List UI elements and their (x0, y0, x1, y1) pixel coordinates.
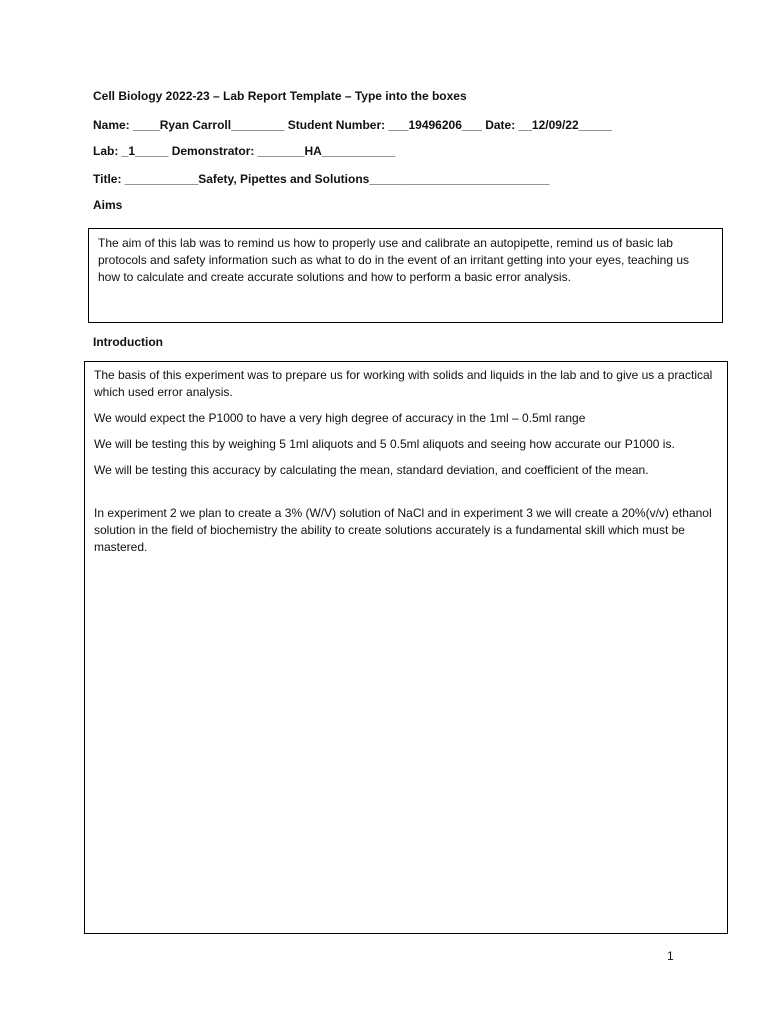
lab-demonstrator-line: Lab: _1_____ Demonstrator: _______HA___________ (93, 144, 396, 158)
intro-paragraph: We would expect the P1000 to have a very high degree of accuracy in the 1ml – 0.5ml range (94, 411, 586, 425)
document-title: Cell Biology 2022-23 – Lab Report Template – Type into the boxes (93, 89, 467, 103)
intro-paragraph: We will be testing this accuracy by calculating the mean, standard deviation, and coefficient of the mean. (94, 463, 649, 477)
aims-text-box[interactable] (88, 228, 723, 323)
introduction-text-box[interactable] (84, 361, 728, 934)
introduction-heading: Introduction (93, 335, 163, 349)
report-title-line: Title: ___________Safety, Pipettes and Solutions___________________________ (93, 172, 550, 186)
name-student-date-line: Name: ____Ryan Carroll________ Student Number: ___19496206___ Date: __12/09/22_____ (93, 118, 612, 132)
page-number: 1 (667, 949, 674, 963)
intro-paragraph: We will be testing this by weighing 5 1ml aliquots and 5 0.5ml aliquots and seeing how accurate our P1000 is. (94, 437, 675, 451)
intro-paragraph: The basis of this experiment was to prepare us for working with solids and liquids in the lab and to give us a practical which used error analysis. (94, 368, 713, 399)
intro-paragraph: In experiment 2 we plan to create a 3% (W/V) solution of NaCl and in experiment 3 we will create a 20%(v/v) ethanol solution in the field of biochemistry the ability to create solutions accurately is a fundamental skill which must be mastered. (94, 506, 712, 554)
aims-text: The aim of this lab was to remind us how to properly use and calibrate an autopipette, remind us of basic lab protocols and safety information such as what to do in the event of an irritant getting into your eyes, teaching us how to calculate and create accurate solutions and how to perform a basic error analysis. (98, 236, 690, 284)
aims-heading: Aims (93, 198, 123, 212)
